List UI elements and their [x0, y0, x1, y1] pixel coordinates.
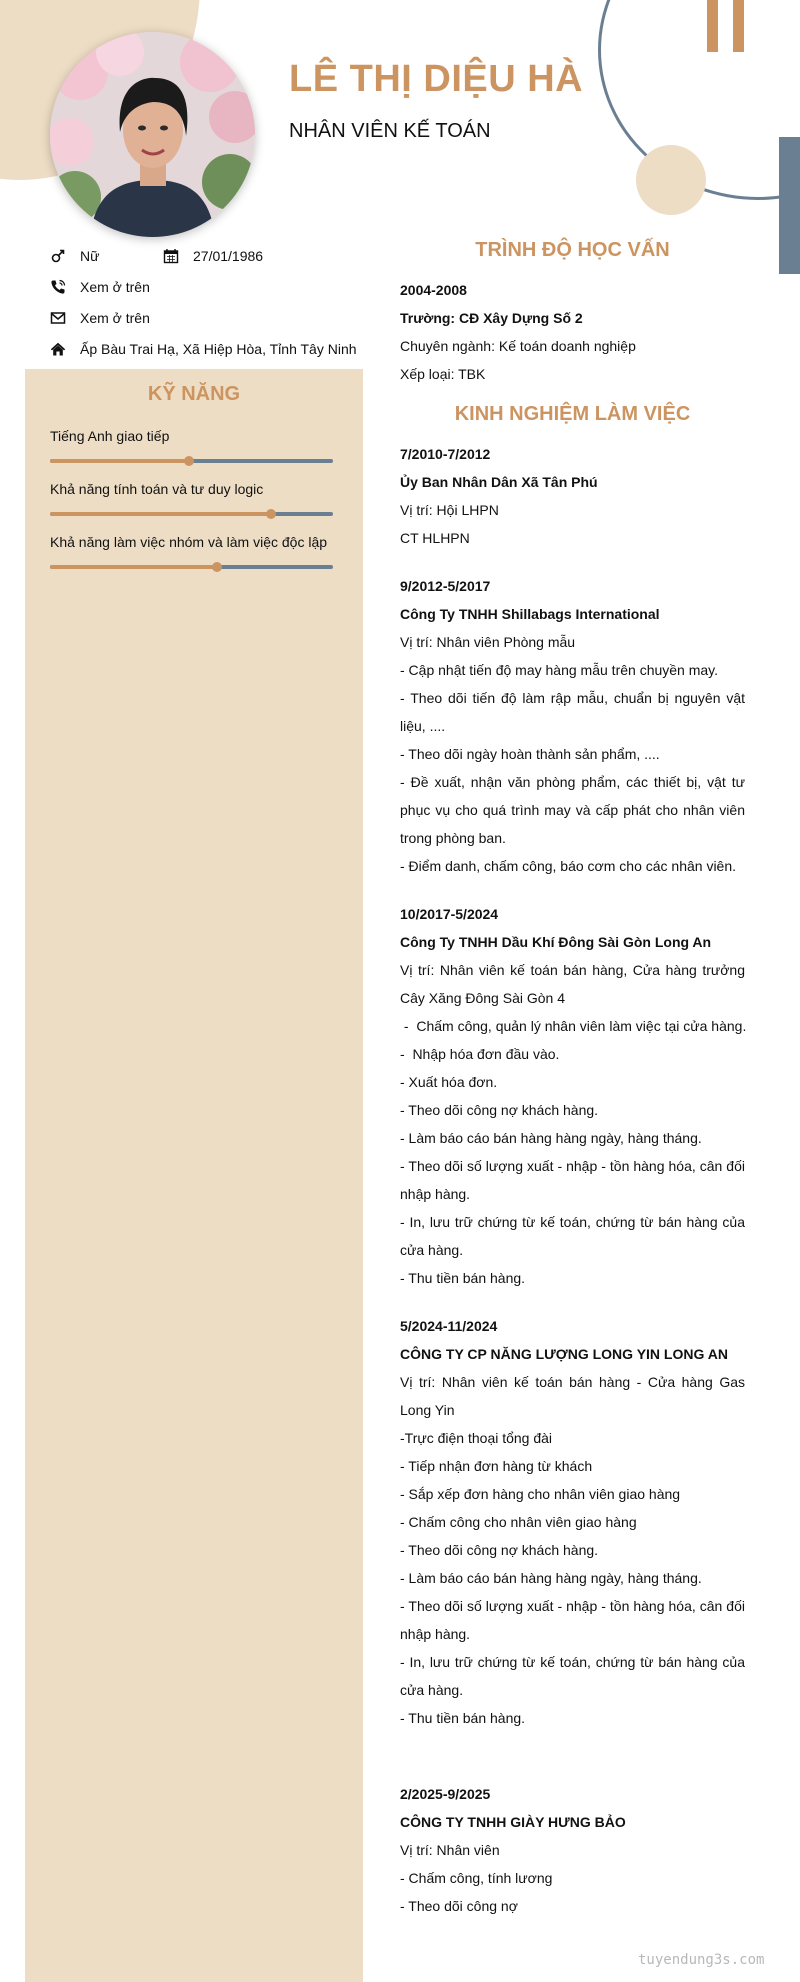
job-detail: - Tiếp nhận đơn hàng từ khách: [400, 1458, 593, 1474]
job-period: 5/2024-11/2024: [400, 1318, 498, 1334]
skills-heading: KỸ NĂNG: [147, 383, 241, 405]
address-value: Ấp Bàu Trai Hạ, Xã Hiệp Hòa, Tỉnh Tây Ninh: [80, 341, 357, 357]
left-panel: [25, 369, 363, 1982]
skill-bar: [50, 565, 333, 569]
skill-fill: [50, 565, 217, 569]
job-detail: - Xuất hóa đơn.: [400, 1074, 498, 1090]
job-detail: - Điểm danh, chấm công, báo cơm cho các nhân viên.: [400, 858, 737, 874]
job-detail: -Trực điện thoại tổng đài: [400, 1430, 553, 1446]
education-school: Trường: CĐ Xây Dựng Số 2: [400, 310, 583, 326]
job-company: CÔNG TY TNHH GIÀY HƯNG BẢO: [400, 1814, 626, 1830]
email-value: Xem ở trên: [80, 310, 150, 326]
job-detail: - Chấm công, tính lương: [400, 1870, 553, 1886]
job-detail: - Làm báo cáo bán hàng hàng ngày, hàng tháng.: [400, 1570, 702, 1586]
education-heading: TRÌNH ĐỘ HỌC VẤN: [475, 239, 670, 261]
gender-icon: [50, 248, 66, 264]
email-row: [50, 310, 150, 326]
avatar: [50, 32, 255, 237]
calendar-icon: [163, 248, 179, 264]
job-detail: - Sắp xếp đơn hàng cho nhân viên giao hàng: [400, 1486, 681, 1502]
decorative-dot: [636, 145, 706, 215]
mail-icon: [50, 310, 66, 326]
job-detail: - Đề xuất, nhận văn phòng phẩm, các thiết bị, vật tư phục vụ cho quá trình may và cấp phát cho nhân viên trong phòng ban.: [400, 774, 745, 846]
skill-handle: [184, 456, 194, 466]
watermark: tuyendung3s.com: [638, 1952, 765, 1968]
decorative-bar: [707, 0, 718, 52]
job-company: Công Ty TNHH Dầu Khí Đông Sài Gòn Long An: [400, 934, 712, 950]
job-company: Ủy Ban Nhân Dân Xã Tân Phú: [400, 474, 598, 490]
job-detail: Vị trí: Nhân viên kế toán bán hàng, Cửa hàng trưởng Cây Xăng Đông Sài Gòn 4: [400, 962, 745, 1006]
education-period: 2004-2008: [400, 282, 467, 298]
job-period: 2/2025-9/2025: [400, 1786, 491, 1802]
skill-bar: [50, 459, 333, 463]
right-column: [400, 236, 745, 1920]
skill-label: Khả năng tính toán và tư duy logic: [50, 481, 264, 497]
skill-bar: [50, 512, 333, 516]
job-detail: - Thu tiền bán hàng.: [400, 1710, 526, 1726]
job-detail: - In, lưu trữ chứng từ kế toán, chứng từ bán hàng của cửa hàng.: [400, 1654, 745, 1698]
decorative-side-bar: [779, 137, 800, 274]
job-period: 7/2010-7/2012: [400, 446, 491, 462]
job-detail: - Làm báo cáo bán hàng hàng ngày, hàng tháng.: [400, 1130, 702, 1146]
job-detail: - Nhập hóa đơn đầu vào.: [400, 1046, 560, 1062]
skill-fill: [50, 512, 271, 516]
decorative-bar: [733, 0, 744, 52]
home-icon: [50, 341, 66, 357]
birthdate-value: 27/01/1986: [193, 248, 264, 264]
job-detail: - Theo dõi công nợ khách hàng.: [400, 1102, 599, 1118]
job-detail: Vị trí: Nhân viên kế toán bán hàng - Cửa hàng Gas Long Yin: [400, 1374, 745, 1418]
job-detail: - Cập nhật tiến độ may hàng mẫu trên chuyền may.: [400, 662, 719, 678]
job-detail: - Thu tiền bán hàng.: [400, 1270, 526, 1286]
skill-label: Khả năng làm việc nhóm và làm việc độc lập: [50, 534, 328, 550]
job-detail: CT HLHPN: [400, 530, 470, 546]
birthdate-row: [163, 248, 263, 264]
job-title: NHÂN VIÊN KẾ TOÁN: [289, 120, 491, 142]
gender-row: [50, 248, 99, 264]
job-detail: - Chấm công, quản lý nhân viên làm việc tại cửa hàng.: [400, 1018, 747, 1034]
skill-fill: [50, 459, 189, 463]
job-detail: - Theo dõi số lượng xuất - nhập - tồn hàng hóa, cân đối nhập hàng.: [400, 1598, 745, 1642]
education-grade: Xếp loại: TBK: [400, 366, 486, 382]
job-detail: - Theo dõi công nợ: [400, 1898, 518, 1914]
candidate-name: LÊ THỊ DIỆU HÀ: [289, 58, 584, 100]
education-major: Chuyên ngành: Kế toán doanh nghiệp: [400, 338, 636, 354]
skill-label: Tiếng Anh giao tiếp: [50, 428, 170, 444]
job-detail: - Theo dõi số lượng xuất - nhập - tồn hàng hóa, cân đối nhập hàng.: [400, 1158, 745, 1202]
gender-value: Nữ: [80, 248, 100, 264]
job-detail: - In, lưu trữ chứng từ kế toán, chứng từ bán hàng của cửa hàng.: [400, 1214, 745, 1258]
job-period: 9/2012-5/2017: [400, 578, 491, 594]
job-detail: - Theo dõi công nợ khách hàng.: [400, 1542, 599, 1558]
address-row: [50, 341, 357, 357]
job-detail: Vị trí: Nhân viên Phòng mẫu: [400, 634, 576, 650]
job-company: CÔNG TY CP NĂNG LƯỢNG LONG YIN LONG AN: [400, 1346, 728, 1362]
skill-handle: [266, 509, 276, 519]
phone-value: Xem ở trên: [80, 279, 150, 295]
skill-handle: [212, 562, 222, 572]
job-detail: - Theo dõi tiến độ làm rập mẫu, chuẩn bị nguyên vật liệu, ....: [400, 690, 745, 734]
phone-icon: [50, 279, 66, 295]
job-detail: Vị trí: Nhân viên: [400, 1842, 500, 1858]
job-detail: Vị trí: Hội LHPN: [400, 502, 499, 518]
phone-row: [50, 279, 150, 295]
job-period: 10/2017-5/2024: [400, 906, 499, 922]
job-company: Công Ty TNHH Shillabags International: [400, 606, 660, 622]
job-detail: - Chấm công cho nhân viên giao hàng: [400, 1514, 637, 1530]
job-detail: - Theo dõi ngày hoàn thành sản phẩm, ....: [400, 746, 660, 762]
experience-heading: KINH NGHIỆM LÀM VIỆC: [454, 403, 691, 425]
